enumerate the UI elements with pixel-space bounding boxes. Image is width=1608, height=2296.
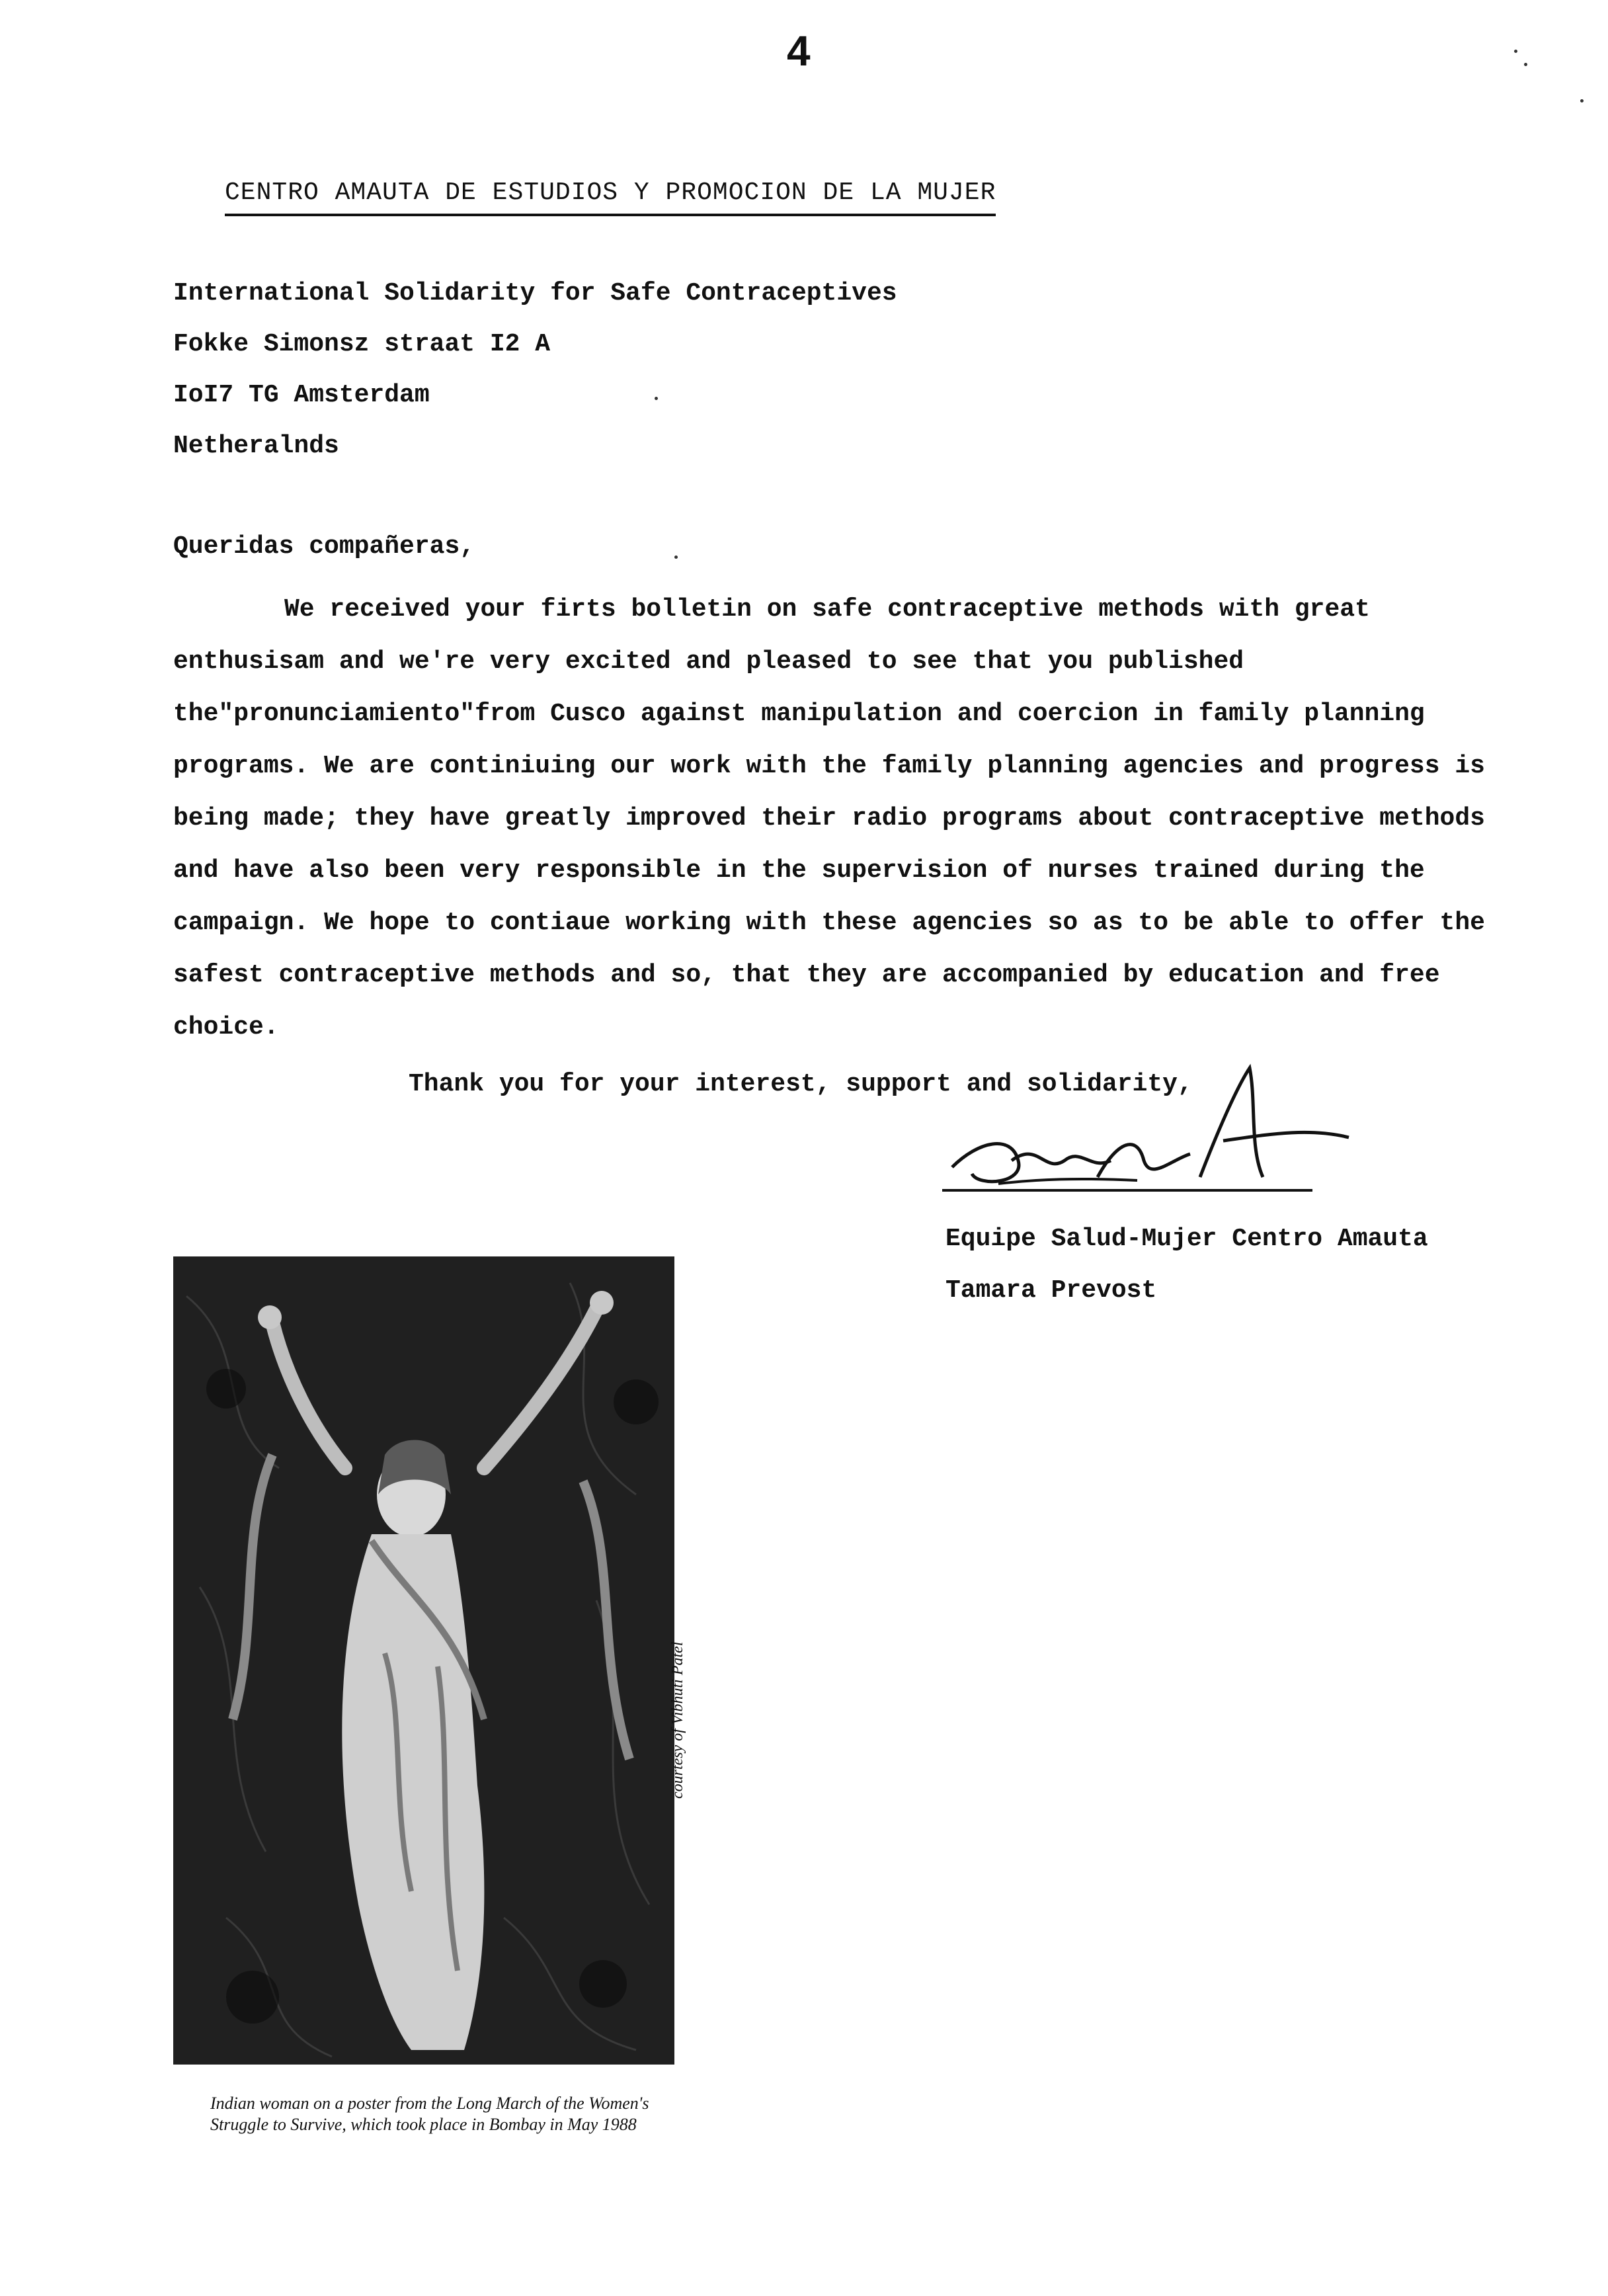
salutation: Queridas compañeras, <box>173 532 475 561</box>
poster-photo <box>173 1256 674 2065</box>
scan-speck <box>1524 63 1527 66</box>
signer-team: Equipe Salud-Mujer Centro Amauta <box>945 1225 1428 1253</box>
letterhead: CENTRO AMAUTA DE ESTUDIOS Y PROMOCION DE LA MUJER <box>225 179 996 216</box>
scan-speck <box>1580 99 1584 102</box>
recipient-line: International Solidarity for Safe Contraceptives <box>173 279 897 308</box>
recipient-line: IoI7 TG Amsterdam <box>173 381 430 409</box>
signature-line <box>942 1189 1312 1192</box>
signer-name: Tamara Prevost <box>945 1276 1157 1305</box>
recipient-line: Fokke Simonsz straat I2 A <box>173 330 551 358</box>
page-number: 4 <box>787 27 811 75</box>
photo-caption: Indian woman on a poster from the Long March of the Women's Struggle to Survive, which took place in Bombay in May 1988 <box>210 2094 649 2134</box>
recipient-address <box>173 268 897 472</box>
scan-speck <box>1514 50 1517 53</box>
scan-speck <box>674 555 678 559</box>
signer-block <box>945 1213 1428 1317</box>
closing-line: Thank you for your interest, support and solidarity, <box>409 1070 1193 1098</box>
photo-credit: courtesy of Vibhuti Patel <box>669 1641 686 1799</box>
handwritten-signature <box>939 1061 1362 1207</box>
letter-body: We received your firts bolletin on safe contraceptive methods with great enthusisam and we're very excited and pleased to see that you published the"pronunciamiento"from Cusco against manipulation and coercion in family planning programs. We are continiuing our work with the family planning agencies and progress is being made; they have greatly improved their radio programs about contraceptive methods and have also been very responsible in the supervision of nurses trained during the campaign. We hope to contiaue working with these agencies so as to be able to offer the safest contraceptive methods and so, that they are accompanied by education and free choice. <box>173 595 1485 1042</box>
scan-speck <box>655 397 658 400</box>
recipient-line: Netheralnds <box>173 432 339 460</box>
